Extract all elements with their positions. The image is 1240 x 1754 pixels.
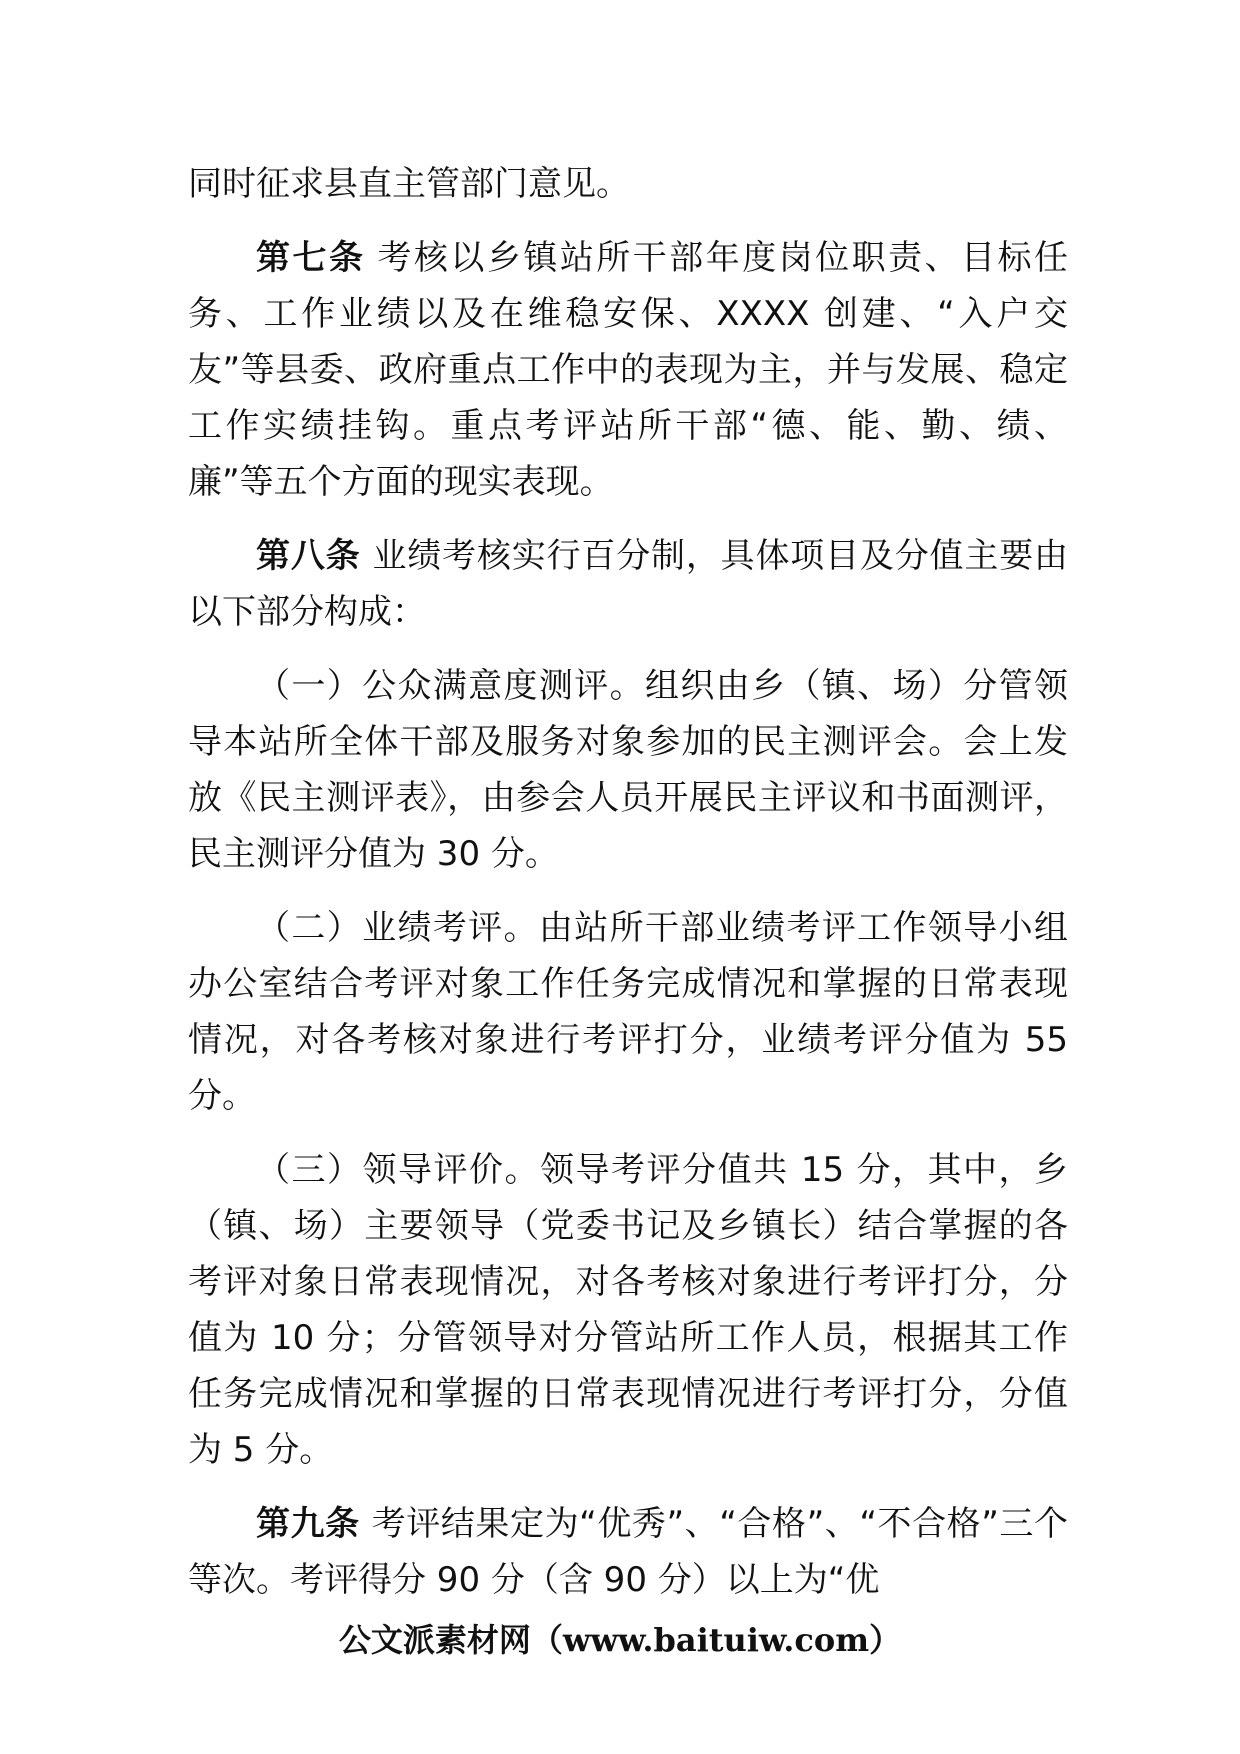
document-body	[188, 156, 1068, 1626]
article-7-paragraph	[188, 230, 1068, 510]
item-1-paragraph: （一）公众满意度测评。组织由乡（镇、场）分管领导本站所全体干部及服务对象参加的民主测评会。会上发放《民主测评表》，由参会人员开展民主评议和书面测评，民主测评分值为 30 分。	[188, 666, 1068, 874]
item-2-paragraph: （二）业绩考评。由站所干部业绩考评工作领导小组办公室结合考评对象工作任务完成情况和掌握的日常表现情况，对各考核对象进行考评打分，业绩考评分值为 55 分。	[188, 908, 1068, 1116]
continuation-paragraph: 同时征求县直主管部门意见。	[188, 164, 630, 204]
footer-watermark: 公文派素材网（www.baituiw.com）	[338, 1621, 902, 1659]
article-9-text: 考评结果定为“优秀”、“合格”、“不合格”三个等次。考评得分 90 分（含 90 分）以上为“优	[188, 1504, 1068, 1600]
article-8-text: 业绩考核实行百分制，具体项目及分值主要由以下部分构成：	[188, 536, 1069, 632]
article-7-label: 第七条	[256, 238, 366, 278]
article-9-label: 第九条	[256, 1504, 360, 1544]
article-9-paragraph	[188, 1496, 1068, 1608]
article-8-paragraph	[188, 528, 1068, 640]
article-8-label: 第八条	[256, 536, 361, 576]
article-7-text: 考核以乡镇站所干部年度岗位职责、目标任务、工作业绩以及在维稳安保、XXXX 创建、“入户交友”等县委、政府重点工作中的表现为主，并与发展、稳定工作实绩挂钩。重点考评站所干部“德、能、勤、绩、廉”等五个方面的现实表现。	[188, 238, 1069, 502]
item-3-paragraph: （三）领导评价。领导考评分值共 15 分，其中，乡（镇、场）主要领导（党委书记及乡镇长）结合掌握的各考评对象日常表现情况，对各考核对象进行考评打分，分值为 10 分；分管领导对分管站所工作人员，根据其工作任务完成情况和掌握的日常表现情况进行考评打分，分值为 5 分。	[188, 1150, 1068, 1470]
